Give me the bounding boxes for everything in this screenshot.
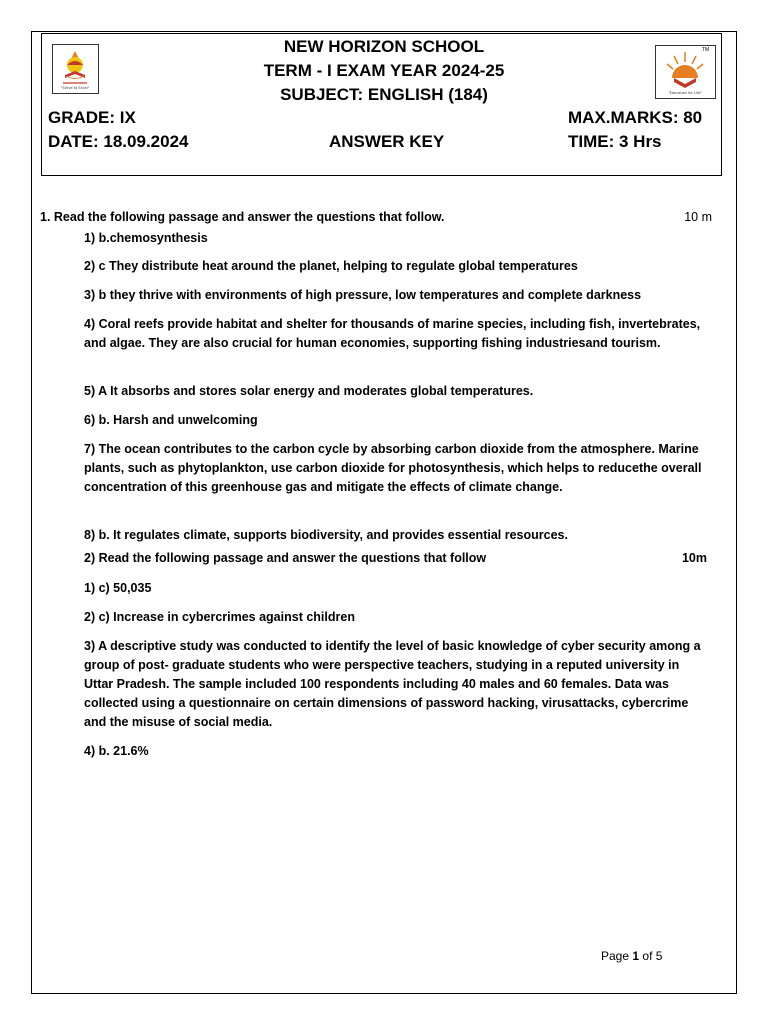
answer-key-label: ANSWER KEY <box>329 132 445 151</box>
question-1-heading <box>40 210 712 224</box>
grade: GRADE: IX <box>48 108 136 127</box>
exam-time: TIME: 3 Hrs <box>568 132 662 151</box>
question-marks: 10 m <box>684 210 712 224</box>
page-number: 1 <box>632 949 640 963</box>
answer-item: 1) b.chemosynthesis <box>84 231 208 245</box>
answer-item: 5) A It absorbs and stores solar energy and moderates global temperatures. <box>84 384 534 398</box>
max-marks: MAX.MARKS: 80 <box>568 108 703 127</box>
exam-date: DATE: 18.09.2024 <box>48 132 189 151</box>
question-marks: 10m <box>681 551 707 565</box>
answer-item: 1) c) 50,035 <box>84 581 152 595</box>
page-total: 5 <box>655 949 663 963</box>
answer-item: 4) b. 21.6% <box>84 744 149 758</box>
subject-title: SUBJECT: ENGLISH (184) <box>280 85 488 104</box>
question-heading-text: 1. Read the following passage and answer the questions that follow. <box>40 210 445 224</box>
answer-item: 8) b. It regulates climate, supports biodiversity, and provides essential resources. <box>84 528 568 542</box>
of-word: of <box>642 949 653 963</box>
answer-item: 6) b. Harsh and unwelcoming <box>84 413 258 427</box>
question-heading-text: 2) Read the following passage and answer the questions that follow <box>84 551 487 565</box>
answer-item: 2) c They distribute heat around the planet, helping to regulate global temperatures <box>84 259 578 273</box>
answer-item: 2) c) Increase in cybercrimes against children <box>84 610 355 624</box>
trademark-mark: TM <box>702 47 710 53</box>
exam-title: TERM - I EXAM YEAR 2024-25 <box>263 61 505 80</box>
school-name: NEW HORIZON SCHOOL <box>283 37 485 56</box>
answer-item: 7) The ocean contributes to the carbon cycle by absorbing carbon dioxide from the atmosphere. Marine plants, such as phytoplankton, use carbon dioxide for photosynthesis, which helps to reducethe overall concentration of this greenhouse gas and mitigate the effects of climate change. <box>84 442 702 494</box>
page-footer <box>601 949 662 963</box>
answer-item: 3) b they thrive with environments of high pressure, low temperatures and complete darkness <box>84 288 642 302</box>
answer-item: 4) Coral reefs provide habitat and shelter for thousands of marine species, including fish, invertebrates, and algae. They are also crucial for human economies, supporting fishing industriesand tourism. <box>84 317 701 350</box>
svg-text:"Strive to Excel": "Strive to Excel" <box>60 86 90 90</box>
page-word: Page <box>601 949 630 963</box>
answer-item: 3) A descriptive study was conducted to identify the level of basic knowledge of cyber security among a group of post- graduate students who were perspective teachers, studying in a reputed university in Uttar Pradesh. The sample included 100 respondents including 40 males and 60 females. Data was collected using a questionnaire on certain dimensions of password hacking, virusattacks, cybercrime and the misuse of social media. <box>84 639 701 729</box>
svg-text:"Education for Life": "Education for Life" <box>668 91 702 95</box>
question-2-heading <box>84 551 707 565</box>
